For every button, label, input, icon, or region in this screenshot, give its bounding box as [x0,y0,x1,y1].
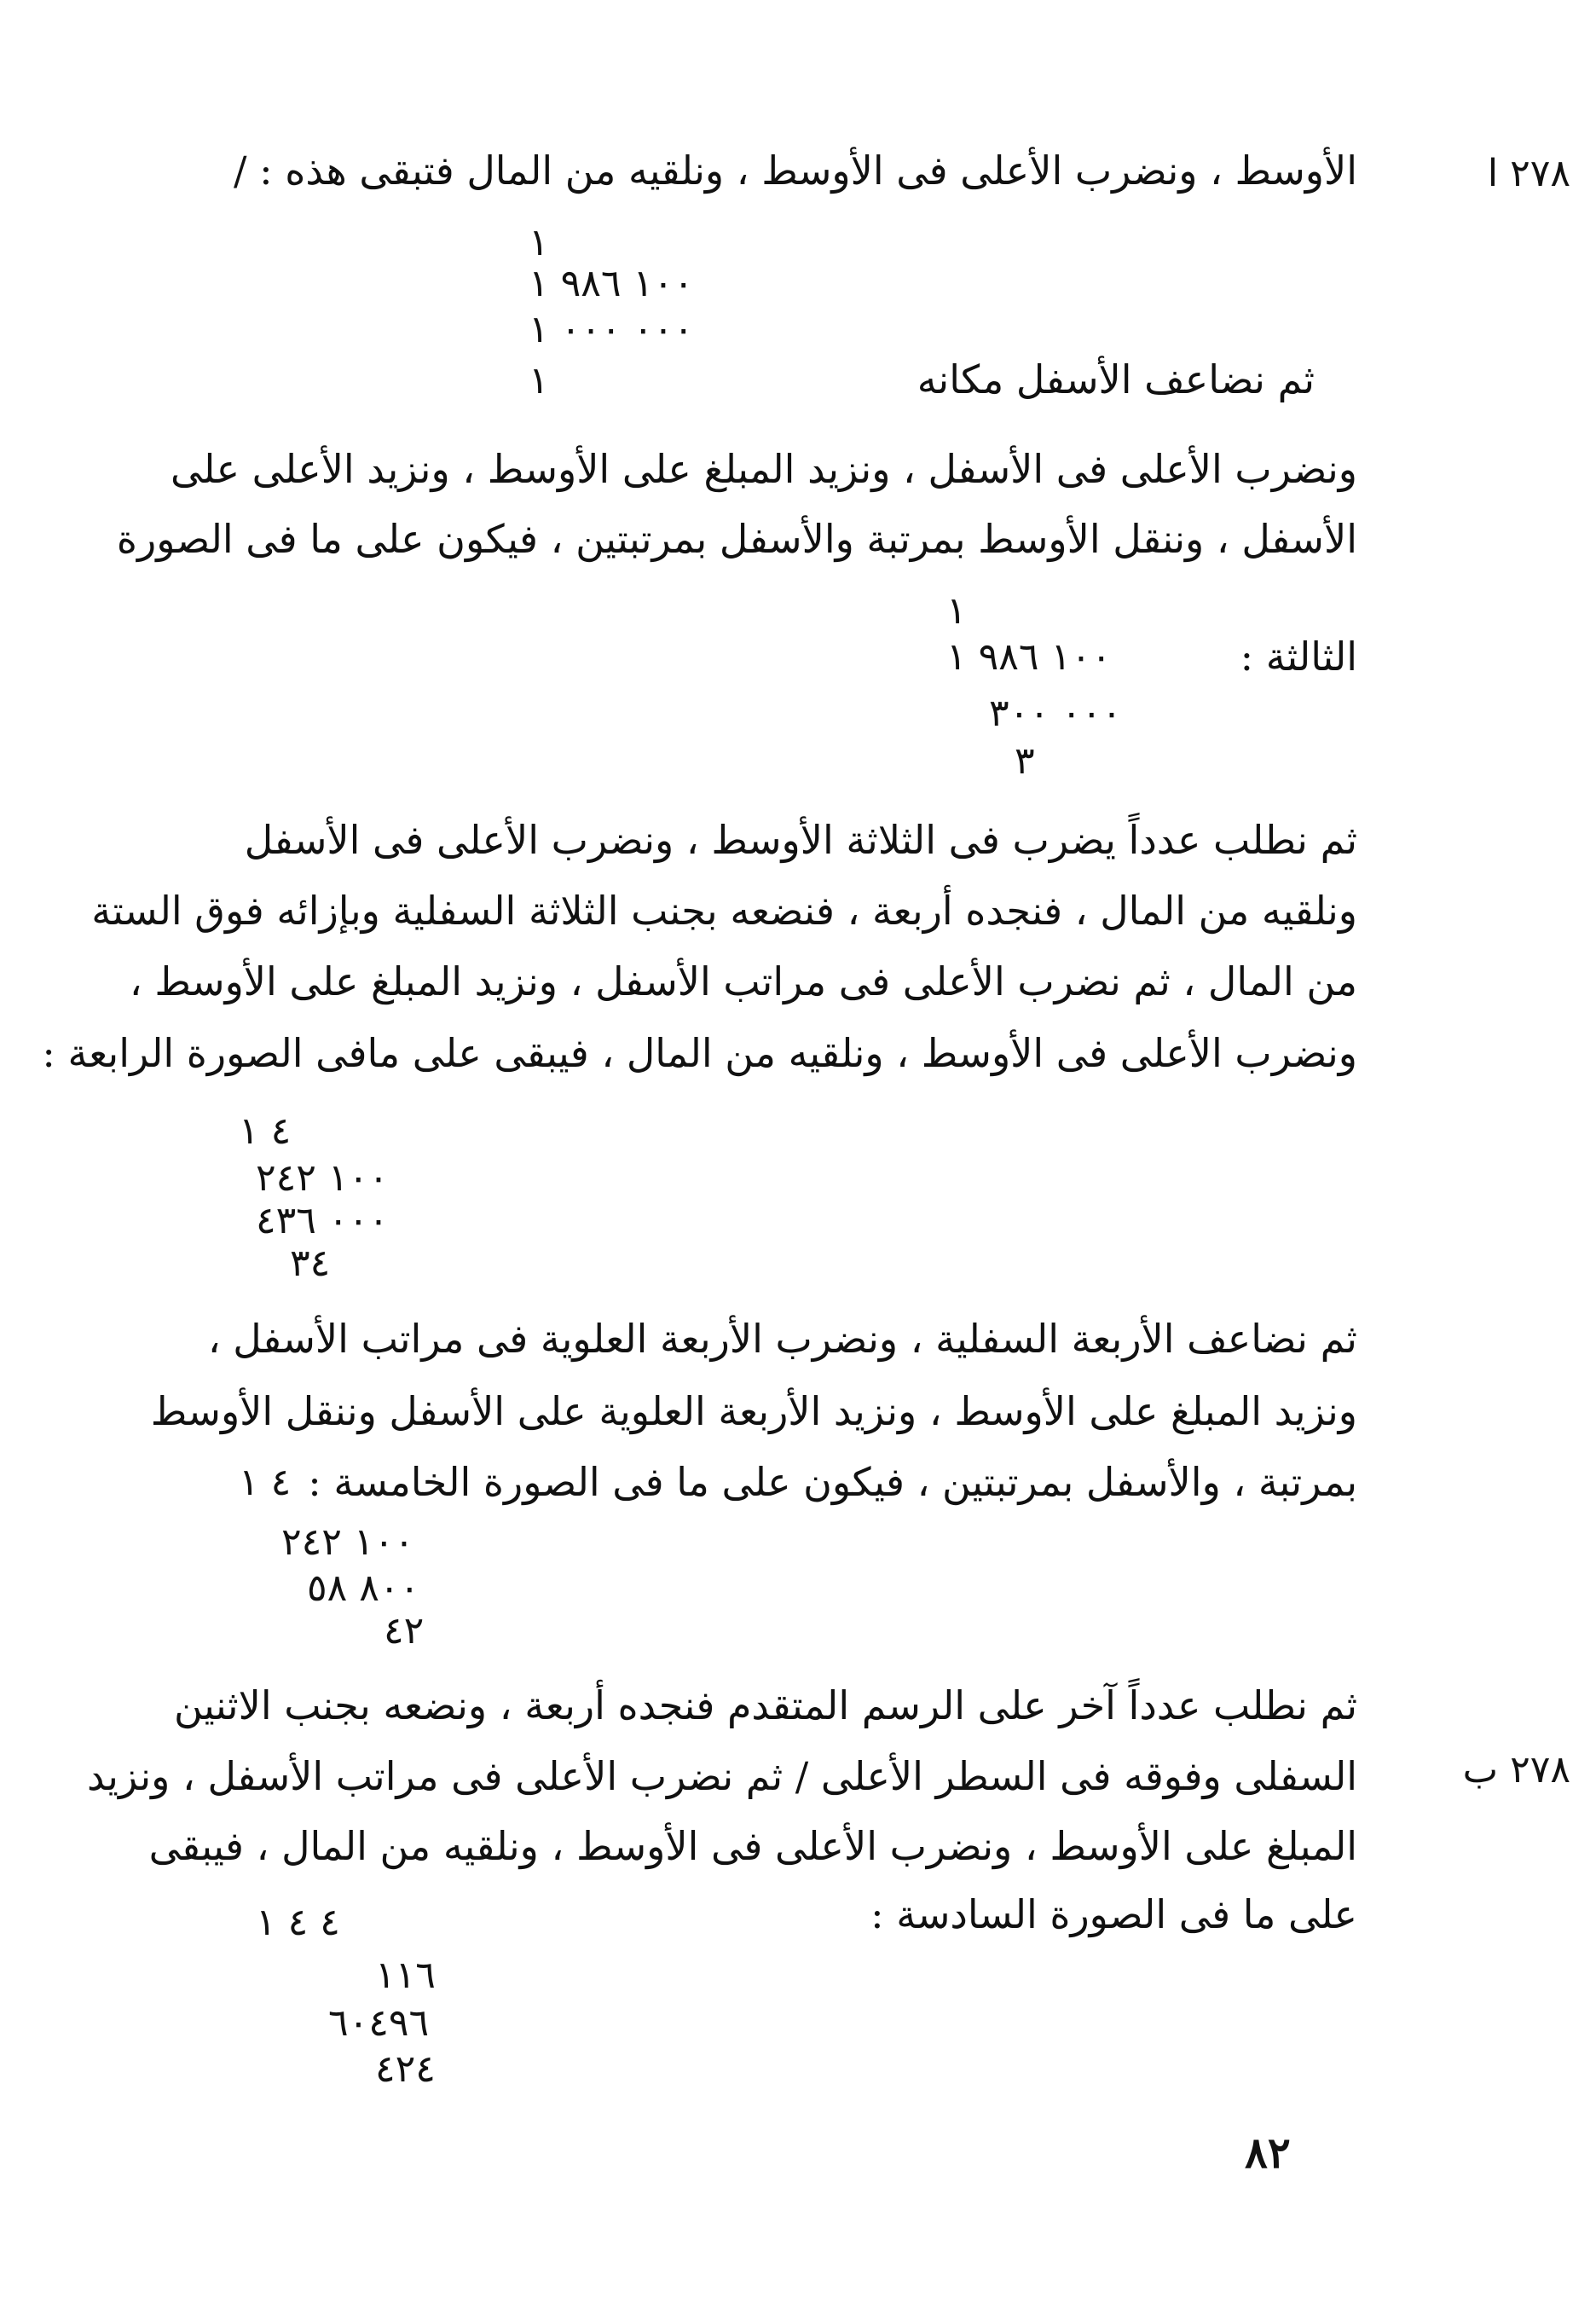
margin-folio-a: ٢٧٨ ا [1487,152,1570,195]
numeric-table-6-row: ٦٠٤٩٦ [328,2001,430,2045]
numeric-table-5-row: ٤ ١ [239,1461,292,1504]
numeric-table-1-row: ١٠٠ ٩٨٦ ١ [529,262,694,305]
text-line: ونضرب الأعلى فى الأوسط ، ونلقيه من المال ، فيبقى على مافى الصورة الرابعة : [42,1030,1357,1076]
text-line: ونضرب الأعلى فى الأسفل ، ونزيد المبلغ على الأوسط ، ونزيد الأعلى على [171,446,1357,492]
numeric-table-5-row: ٤٢ [384,1609,425,1653]
text-line: الأوسط ، ونضرب الأعلى فى الأوسط ، ونلقيه من المال فتبقى هذه : / [233,148,1357,194]
numeric-table-3-row: ١٠٠ ٩٨٦ ١ [946,635,1112,679]
margin-folio-b: ٢٧٨ ب [1462,1748,1570,1792]
text-line: بمرتبة ، والأسفل بمرتبتين ، فيكون على ما فى الصورة الخامسة : [308,1459,1357,1505]
numeric-table-5-row: ١٠٠ ٢٤٢ [281,1520,414,1564]
text-line: على ما فى الصورة السادسة : [870,1891,1357,1937]
numeric-table-4-row: ٠٠٠ ٤٣٦ [256,1199,389,1242]
text-line: ثم نطلب عدداً آخر على الرسم المتقدم فنجده أربعة ، ونضعه بجنب الاثنين [174,1682,1357,1728]
text-line: ثم نطلب عدداً يضرب فى الثلاثة الأوسط ، ونضرب الأعلى فى الأسفل [244,817,1357,863]
text-line: ونزيد المبلغ على الأوسط ، ونزيد الأربعة العلوية على الأسفل وننقل الأوسط [150,1388,1357,1434]
numeric-table-3-row: ٠٠٠ ٣٠٠ [989,692,1122,735]
numeric-table-3-row: ٣ [1015,739,1035,783]
numeric-table-4-row: ٣٤ [290,1242,331,1285]
text-line: السفلى وفوقه فى السطر الأعلى / ثم نضرب الأعلى فى مراتب الأسفل ، ونزيد [87,1753,1357,1799]
numeric-table-5-row: ٨٠٠ ٥٨ [307,1566,420,1610]
numeric-table-4-row: ٤ ١ [239,1109,292,1153]
numeric-table-6-row: ٤ ٤ ١ [256,1901,340,1944]
text-line: ونلقيه من المال ، فنجده أربعة ، فنضعه بجنب الثلاثة السفلية وبإزائه فوق الستة [91,888,1357,934]
numeric-table-6-row: ١١٦ [375,1954,436,1997]
page-number: ٨٢ [1245,2127,1291,2178]
numeric-table-1-row: ١ [529,359,549,402]
text-line: الثالثة : [1240,634,1357,680]
numeric-table-3-row: ١ [946,589,967,633]
numeric-table-4-row: ١٠٠ ٢٤٢ [256,1156,389,1200]
text-line: من المال ، ثم نضرب الأعلى فى مراتب الأسفل ، ونزيد المبلغ على الأوسط ، [129,958,1357,1004]
numeric-table-1-row: ١ [529,221,549,264]
text-line: ثم نضاعف الأسفل مكانه [917,356,1315,402]
text-line: ثم نضاعف الأربعة السفلية ، ونضرب الأربعة العلوية فى مراتب الأسفل ، [207,1316,1357,1362]
text-line: المبلغ على الأوسط ، ونضرب الأعلى فى الأوسط ، ونلقيه من المال ، فيبقى [148,1823,1357,1869]
text-line: الأسفل ، وننقل الأوسط بمرتبة والأسفل بمرتبتين ، فيكون على ما فى الصورة [116,516,1357,562]
numeric-table-6-row: ٤٢٤ [375,2047,436,2091]
numeric-table-1-row: ٠٠٠ ٠٠٠ ١ [529,308,694,351]
